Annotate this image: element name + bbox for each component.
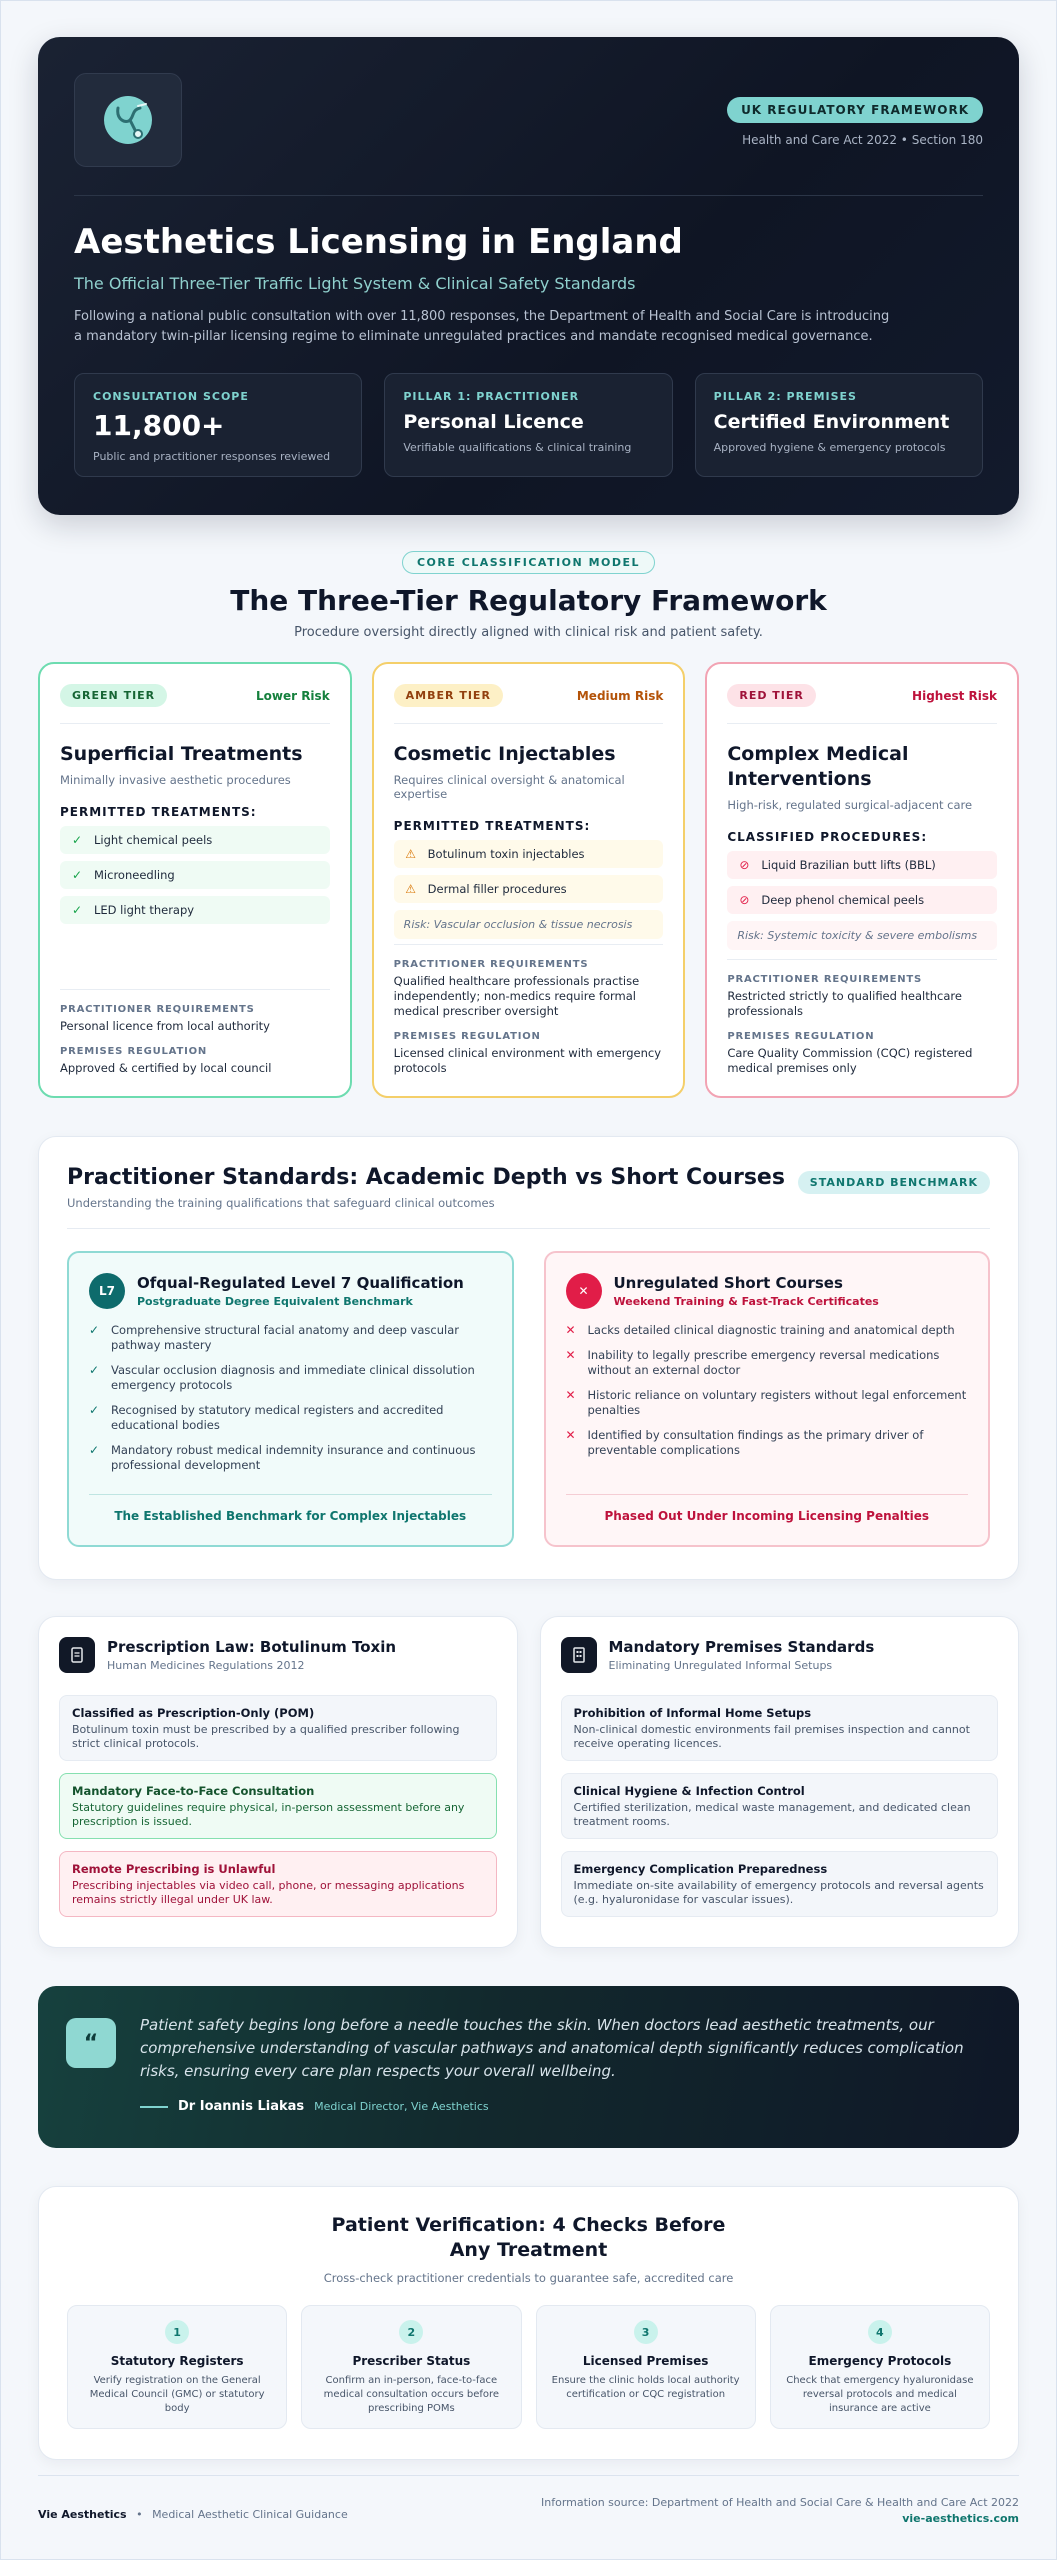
patient-verification <box>38 2186 1019 2460</box>
item-text: Immediate on-site availability of emergency protocols and reversal agents (e.g. hyaluronidase for vascular issues). <box>573 1879 984 1906</box>
quote-author <box>140 2099 991 2114</box>
item-title: Prohibition of Informal Home Setups <box>573 1706 812 1720</box>
card-footer: Phased Out Under Incoming Licensing Penalties <box>566 1494 969 1523</box>
item-label: Identified by consultation findings as the primary driver of preventable complications <box>587 1428 924 1457</box>
tier-badge: AMBER TIER <box>394 684 503 707</box>
list-item <box>566 1348 969 1378</box>
law-item <box>59 1773 497 1839</box>
cross-icon: ✕ <box>565 1348 576 1362</box>
requirement-label: PRACTITIONER REQUIREMENTS <box>393 959 589 970</box>
footer-tagline: Medical Aesthetic Clinical Guidance <box>152 2508 348 2521</box>
check-card <box>301 2305 521 2429</box>
requirement-label: PRACTITIONER REQUIREMENTS <box>727 974 922 985</box>
law-premises-row <box>38 1616 1019 1948</box>
card-title: Unregulated Short Courses <box>613 1274 843 1292</box>
cross-icon: ✕ <box>566 1273 602 1309</box>
list-item <box>89 1323 492 1353</box>
verification-title: Patient Verification: 4 Checks Before Any Treatment <box>331 2214 726 2261</box>
requirement-text: Restricted strictly to qualified healthcare professionals <box>727 989 962 1018</box>
list-item <box>60 896 330 924</box>
item-label: Inability to legally prescribe emergency reversal medications without an external doctor <box>587 1348 940 1377</box>
benchmark-badge: STANDARD BENCHMARK <box>798 1171 990 1194</box>
premises-label: PREMISES REGULATION <box>727 1031 875 1042</box>
verification-subtitle: Cross-check practitioner credentials to guarantee safe, accredited care <box>323 2271 734 2285</box>
framework-title: The Three-Tier Regulatory Framework <box>230 584 827 617</box>
premises-standards-card <box>540 1616 1020 1948</box>
item-label: Mandatory robust medical indemnity insurance and continuous professional development <box>111 1443 476 1472</box>
tier-subtitle: Requires clinical oversight & anatomical expertise <box>393 773 625 801</box>
tier-title: Cosmetic Injectables <box>393 743 616 765</box>
framework-badge: UK REGULATORY FRAMEWORK <box>727 97 983 123</box>
item-label: Deep phenol chemical peels <box>761 893 925 907</box>
item-label: Vascular occlusion diagnosis and immediate clinical dissolution emergency protocols <box>111 1363 475 1392</box>
item-text: Prescribing injectables via video call, phone, or messaging applications remains strictly illegal under UK law. <box>72 1879 465 1906</box>
check-title: Statutory Registers <box>110 2354 244 2368</box>
check-title: Emergency Protocols <box>808 2354 952 2368</box>
check-title: Licensed Premises <box>582 2354 709 2368</box>
card-title: Ofqual-Regulated Level 7 Qualification <box>137 1274 464 1292</box>
item-label: Botulinum toxin injectables <box>427 847 585 861</box>
quote-text: Patient safety begins long before a needle touches the skin. When doctors lead aesthetic treatments, our comprehensive understanding of vascular pathways and anatomical depth significantly reduces complication risks, ensuring every care plan respects your overall wellbeing. <box>140 2016 964 2080</box>
stat-value: Certified Environment <box>713 411 950 433</box>
list-item <box>566 1428 969 1458</box>
item-label: Light chemical peels <box>94 833 213 847</box>
divider <box>74 195 983 196</box>
tier-badge: GREEN TIER <box>60 684 167 707</box>
card-subtitle: Human Medicines Regulations 2012 <box>107 1659 305 1672</box>
tier-requirements <box>60 989 330 1076</box>
building-icon <box>561 1637 597 1673</box>
tier-risk-level: Lower Risk <box>255 688 330 703</box>
list-item <box>566 1323 969 1338</box>
check-text: Confirm an in-person, face-to-face medical consultation occurs before prescribing POMs <box>323 2375 500 2414</box>
item-title: Remote Prescribing is Unlawful <box>72 1862 276 1876</box>
law-item <box>59 1851 497 1917</box>
list-item <box>89 1403 492 1433</box>
stat-value: 11,800+ <box>93 409 225 442</box>
tier-risk-level: Medium Risk <box>576 688 664 703</box>
list-item <box>394 840 664 868</box>
step-number: 2 <box>399 2320 423 2344</box>
card-title: Mandatory Premises Standards <box>608 1638 875 1656</box>
tier-badge: RED TIER <box>727 684 816 707</box>
act-reference: Health and Care Act 2022 • Section 180 <box>742 133 983 147</box>
tier-cards <box>38 662 1019 1098</box>
classification-badge: CORE CLASSIFICATION MODEL <box>402 551 655 574</box>
requirement-text: Personal licence from local authority <box>60 1019 270 1033</box>
source-note: Information source: Department of Health and Social Care & Health and Care Act 2022 <box>541 2496 1019 2509</box>
cross-icon: ✕ <box>565 1323 576 1337</box>
item-text: Botulinum toxin must be prescribed by a qualified prescriber following strict clinical protocols. <box>72 1723 460 1750</box>
document-icon <box>59 1637 95 1673</box>
warning-triangle-icon: ⚠ <box>405 847 417 861</box>
practitioner-standards <box>38 1136 1019 1580</box>
item-text: Statutory guidelines require physical, in-person assessment before any prescription is issued. <box>72 1801 465 1828</box>
step-number: 1 <box>165 2320 189 2344</box>
stat-card <box>695 373 983 477</box>
item-label: Dermal filler procedures <box>427 882 567 896</box>
list-item <box>566 1388 969 1418</box>
hero-banner <box>38 37 1019 515</box>
check-text: Ensure the clinic holds local authority certification or CQC registration <box>551 2375 740 2400</box>
card-subtitle: Eliminating Unregulated Informal Setups <box>608 1659 833 1672</box>
footer-brand <box>38 2508 348 2521</box>
standards-title: Practitioner Standards: Academic Depth vs Short Courses <box>67 1165 785 1190</box>
check-icon: ✓ <box>89 1363 100 1377</box>
stat-label: PILLAR 2: PREMISES <box>713 390 857 403</box>
check-icon: ✓ <box>89 1403 100 1417</box>
requirement-label: PRACTITIONER REQUIREMENTS <box>60 1004 255 1015</box>
framework-header <box>38 551 1019 640</box>
author-name: Dr Ioannis Liakas <box>178 2099 305 2114</box>
prescription-law-card <box>38 1616 518 1948</box>
item-label: Liquid Brazilian butt lifts (BBL) <box>761 858 936 872</box>
page-description: Following a national public consultation with over 11,800 responses, the Department of Health and Social Care is introducing a mandatory twin-pillar licensing regime to eliminate unregulated practices and mandate recognised medical governance. <box>74 309 890 344</box>
list-item <box>727 851 997 879</box>
premises-label: PREMISES REGULATION <box>393 1031 541 1042</box>
divider <box>140 2106 168 2108</box>
doctor-quote <box>38 1986 1019 2148</box>
stat-label: CONSULTATION SCOPE <box>93 390 249 403</box>
law-item <box>59 1695 497 1761</box>
list-item <box>89 1443 492 1473</box>
item-title: Emergency Complication Preparedness <box>573 1862 828 1876</box>
check-card <box>67 2305 287 2429</box>
premises-item <box>561 1773 999 1839</box>
item-title: Mandatory Face-to-Face Consultation <box>72 1784 315 1798</box>
stat-label: PILLAR 1: PRACTITIONER <box>403 390 580 403</box>
list-item <box>394 875 664 903</box>
cross-icon: ✕ <box>565 1428 576 1442</box>
check-icon: ✓ <box>71 903 83 917</box>
risk-note: Risk: Systemic toxicity & severe embolisms <box>727 921 997 950</box>
item-label: Comprehensive structural facial anatomy and deep vascular pathway mastery <box>111 1323 459 1352</box>
list-item <box>60 826 330 854</box>
tier-title: Superficial Treatments <box>60 743 303 765</box>
check-icon: ✓ <box>89 1323 100 1337</box>
check-icon: ✓ <box>71 833 83 847</box>
check-text: Check that emergency hyaluronidase reversal protocols and medical insurance are active <box>786 2375 974 2414</box>
tier-subtitle: Minimally invasive aesthetic procedures <box>60 773 291 787</box>
item-label: Lacks detailed clinical diagnostic training and anatomical depth <box>587 1323 955 1337</box>
premises-item <box>561 1695 999 1761</box>
item-label: Historic reliance on voluntary registers without legal enforcement penalties <box>587 1388 967 1417</box>
item-label: Microneedling <box>94 868 175 882</box>
brand-name: Vie Aesthetics <box>38 2508 127 2521</box>
prohibited-icon: ⊘ <box>739 893 750 907</box>
separator: • <box>136 2508 143 2521</box>
tier-subtitle: High-risk, regulated surgical-adjacent care <box>727 798 973 812</box>
premises-label: PREMISES REGULATION <box>60 1046 208 1057</box>
risk-note: Risk: Vascular occlusion & tissue necrosis <box>394 910 664 939</box>
red-tier-card <box>705 662 1019 1098</box>
check-card <box>770 2305 990 2429</box>
tier-list-title: CLASSIFIED PROCEDURES: <box>727 830 928 844</box>
amber-tier-card <box>372 662 686 1098</box>
premises-text: Licensed clinical environment with emergency protocols <box>393 1046 662 1075</box>
check-icon: ✓ <box>89 1443 100 1457</box>
card-footer: The Established Benchmark for Complex Injectables <box>89 1494 492 1523</box>
tier-requirements <box>727 959 997 1076</box>
author-role: Medical Director, Vie Aesthetics <box>314 2100 489 2113</box>
check-card <box>536 2305 756 2429</box>
tier-title: Complex Medical Interventions <box>727 743 909 790</box>
step-number: 3 <box>634 2320 658 2344</box>
green-tier-card <box>38 662 352 1098</box>
item-text: Certified sterilization, medical waste management, and dedicated clean treatment rooms. <box>573 1801 971 1828</box>
page-footer <box>38 2475 1019 2525</box>
check-text: Verify registration on the General Medical Council (GMC) or statutory body <box>89 2375 265 2414</box>
tier-list-title: PERMITTED TREATMENTS: <box>60 805 257 819</box>
stat-note: Approved hygiene & emergency protocols <box>713 441 946 454</box>
page-subtitle: The Official Three-Tier Traffic Light System & Clinical Safety Standards <box>74 274 636 293</box>
check-title: Prescriber Status <box>352 2354 471 2368</box>
warning-triangle-icon: ⚠ <box>405 882 417 896</box>
prohibited-icon: ⊘ <box>739 858 750 872</box>
standards-subtitle: Understanding the training qualifications that safeguard clinical outcomes <box>67 1196 495 1210</box>
card-subtitle: Weekend Training & Fast-Track Certificates <box>613 1295 879 1308</box>
step-number: 4 <box>868 2320 892 2344</box>
cross-icon: ✕ <box>565 1388 576 1402</box>
tier-requirements <box>394 944 664 1076</box>
stat-value: Personal Licence <box>403 411 584 433</box>
premises-text: Approved & certified by local council <box>60 1061 272 1075</box>
hero-framework-info <box>727 97 983 147</box>
page-title: Aesthetics Licensing in England <box>74 222 683 262</box>
stat-note: Public and practitioner responses reviewed <box>93 450 331 463</box>
stat-note: Verifiable qualifications & clinical training <box>403 441 632 454</box>
stat-card <box>384 373 672 477</box>
tier-list-title: PERMITTED TREATMENTS: <box>393 819 591 833</box>
premises-item <box>561 1851 999 1917</box>
website-link[interactable]: vie-aesthetics.com <box>902 2512 1019 2525</box>
item-title: Clinical Hygiene & Infection Control <box>573 1784 805 1798</box>
item-title: Classified as Prescription-Only (POM) <box>72 1706 315 1720</box>
list-item <box>89 1363 492 1393</box>
requirement-text: Qualified healthcare professionals practise independently; non-medics require formal medical prescriber oversight <box>393 974 640 1018</box>
level7-qualification-card <box>67 1251 514 1547</box>
item-text: Non-clinical domestic environments fail premises inspection and cannot receive operating licences. <box>573 1723 970 1750</box>
short-courses-card <box>544 1251 991 1547</box>
premises-text: Care Quality Commission (CQC) registered medical premises only <box>727 1046 973 1075</box>
list-item <box>60 861 330 889</box>
check-icon: ✓ <box>71 868 83 882</box>
stethoscope-logo-icon <box>98 90 158 150</box>
level-badge: L7 <box>89 1273 125 1309</box>
tier-risk-level: Highest Risk <box>912 688 998 703</box>
item-label: Recognised by statutory medical registers and accredited educational bodies <box>111 1403 444 1432</box>
brand-logo <box>74 73 182 167</box>
framework-subtitle: Procedure oversight directly aligned with clinical risk and patient safety. <box>294 625 763 640</box>
stat-card <box>74 373 362 477</box>
quote-icon: “ <box>66 2018 116 2068</box>
list-item <box>727 886 997 914</box>
card-subtitle: Postgraduate Degree Equivalent Benchmark <box>137 1295 413 1308</box>
item-label: LED light therapy <box>94 903 195 917</box>
hero-stats <box>74 373 983 477</box>
card-title: Prescription Law: Botulinum Toxin <box>107 1638 397 1656</box>
